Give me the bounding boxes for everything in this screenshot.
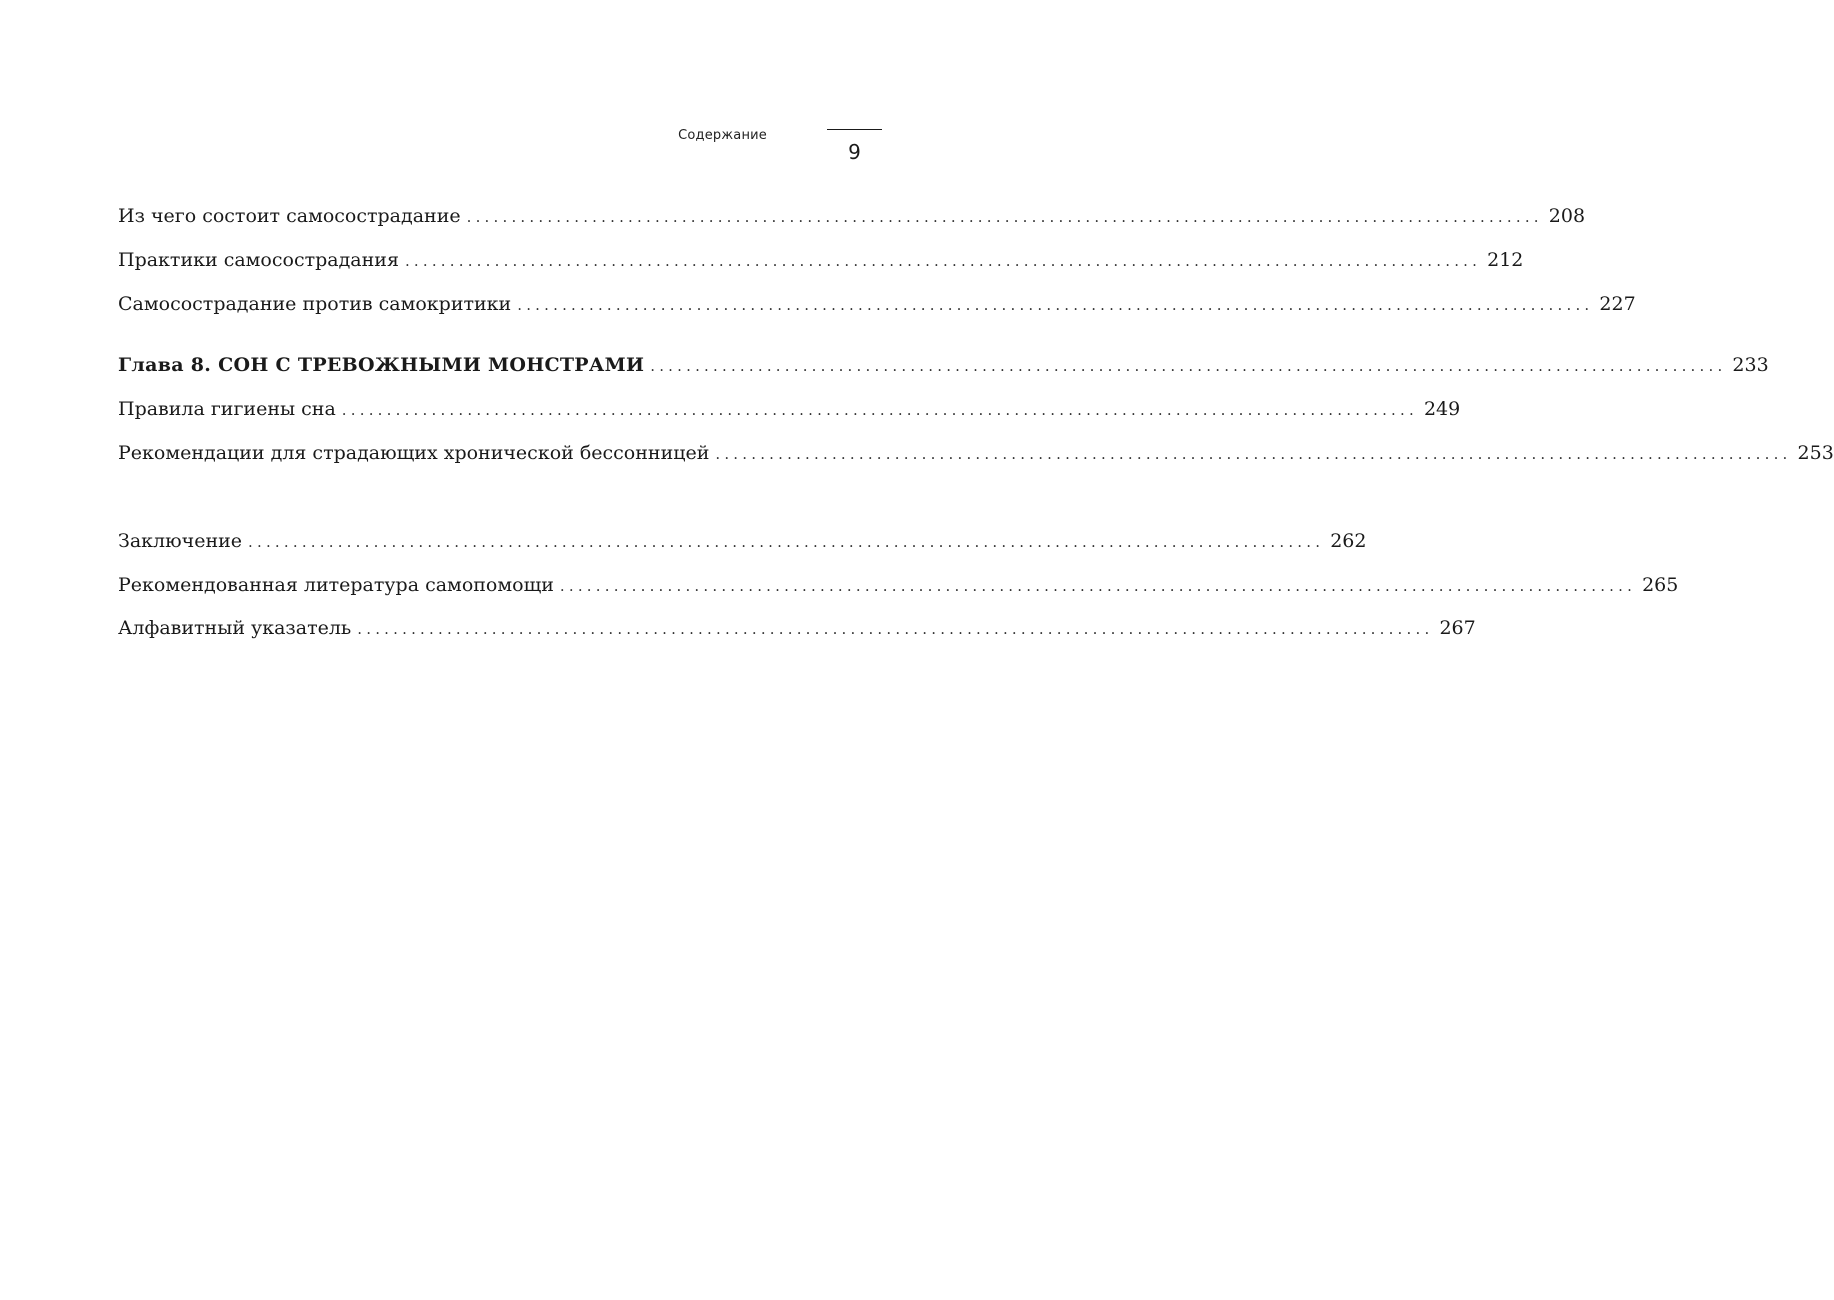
toc-entry-title: Из чего состоит самосострадание [118,205,461,227]
toc-entry-chapter-8[interactable] [118,350,1769,380]
toc-entry-page: 227 [1599,293,1636,315]
dot-leader: ........................................................................................................................ [357,620,1434,638]
dot-leader: ........................................................................................................................ [559,577,1637,595]
toc-entry-self-compassion-practices[interactable] [118,245,1524,275]
dot-leader: ........................................................................................................................ [715,445,1792,463]
toc-entry-page: 212 [1487,249,1524,271]
toc-entry-title: Алфавитный указатель [118,617,352,639]
toc-entry-title: Рекомендованная литература самопомощи [118,574,554,596]
toc-entry-page: 233 [1732,354,1769,376]
toc-entry-page: 249 [1423,398,1461,420]
toc-entry-insomnia-recommendations[interactable] [118,438,1834,468]
toc-entry-title: Практики самосострадания [118,249,399,271]
toc-chapter-title: Глава 8. СОН С ТРЕВОЖНЫМИ МОНСТРАМИ [118,354,645,376]
dot-leader: ........................................................................................................................ [404,252,1482,270]
toc-entry-self-compassion-vs-criticism[interactable] [118,289,1636,319]
toc-entry-page: 262 [1330,530,1367,552]
toc-entry-recommended-literature[interactable] [118,570,1679,600]
toc-entry-page: 253 [1797,442,1834,464]
page-number: 9 [848,140,861,164]
toc-entry-page: 265 [1642,574,1679,596]
toc-entry-sleep-hygiene[interactable] [118,394,1461,424]
toc-entry-title: Самосострадание против самокритики [118,293,512,315]
dot-leader: ........................................................................................................................ [650,357,1727,375]
toc-entry-self-compassion-components[interactable] [118,201,1586,231]
dot-leader: ........................................................................................................................ [341,401,1418,419]
toc-entry-alphabetical-index[interactable] [118,613,1476,643]
toc-entry-title: Правила гигиены сна [118,398,336,420]
dot-leader: ........................................................................................................................ [517,296,1594,314]
toc-entry-title: Заключение [118,530,243,552]
toc-entry-title: Рекомендации для страдающих хронической бессонницей [118,442,710,464]
folio-rule [827,129,882,130]
toc-entry-page: 267 [1439,617,1476,639]
running-head: Содержание [678,128,767,143]
toc-entry-conclusion[interactable] [118,526,1367,556]
dot-leader: ........................................................................................................................ [466,208,1543,226]
toc-entry-page: 208 [1548,205,1586,227]
dot-leader: ........................................................................................................................ [248,533,1325,551]
